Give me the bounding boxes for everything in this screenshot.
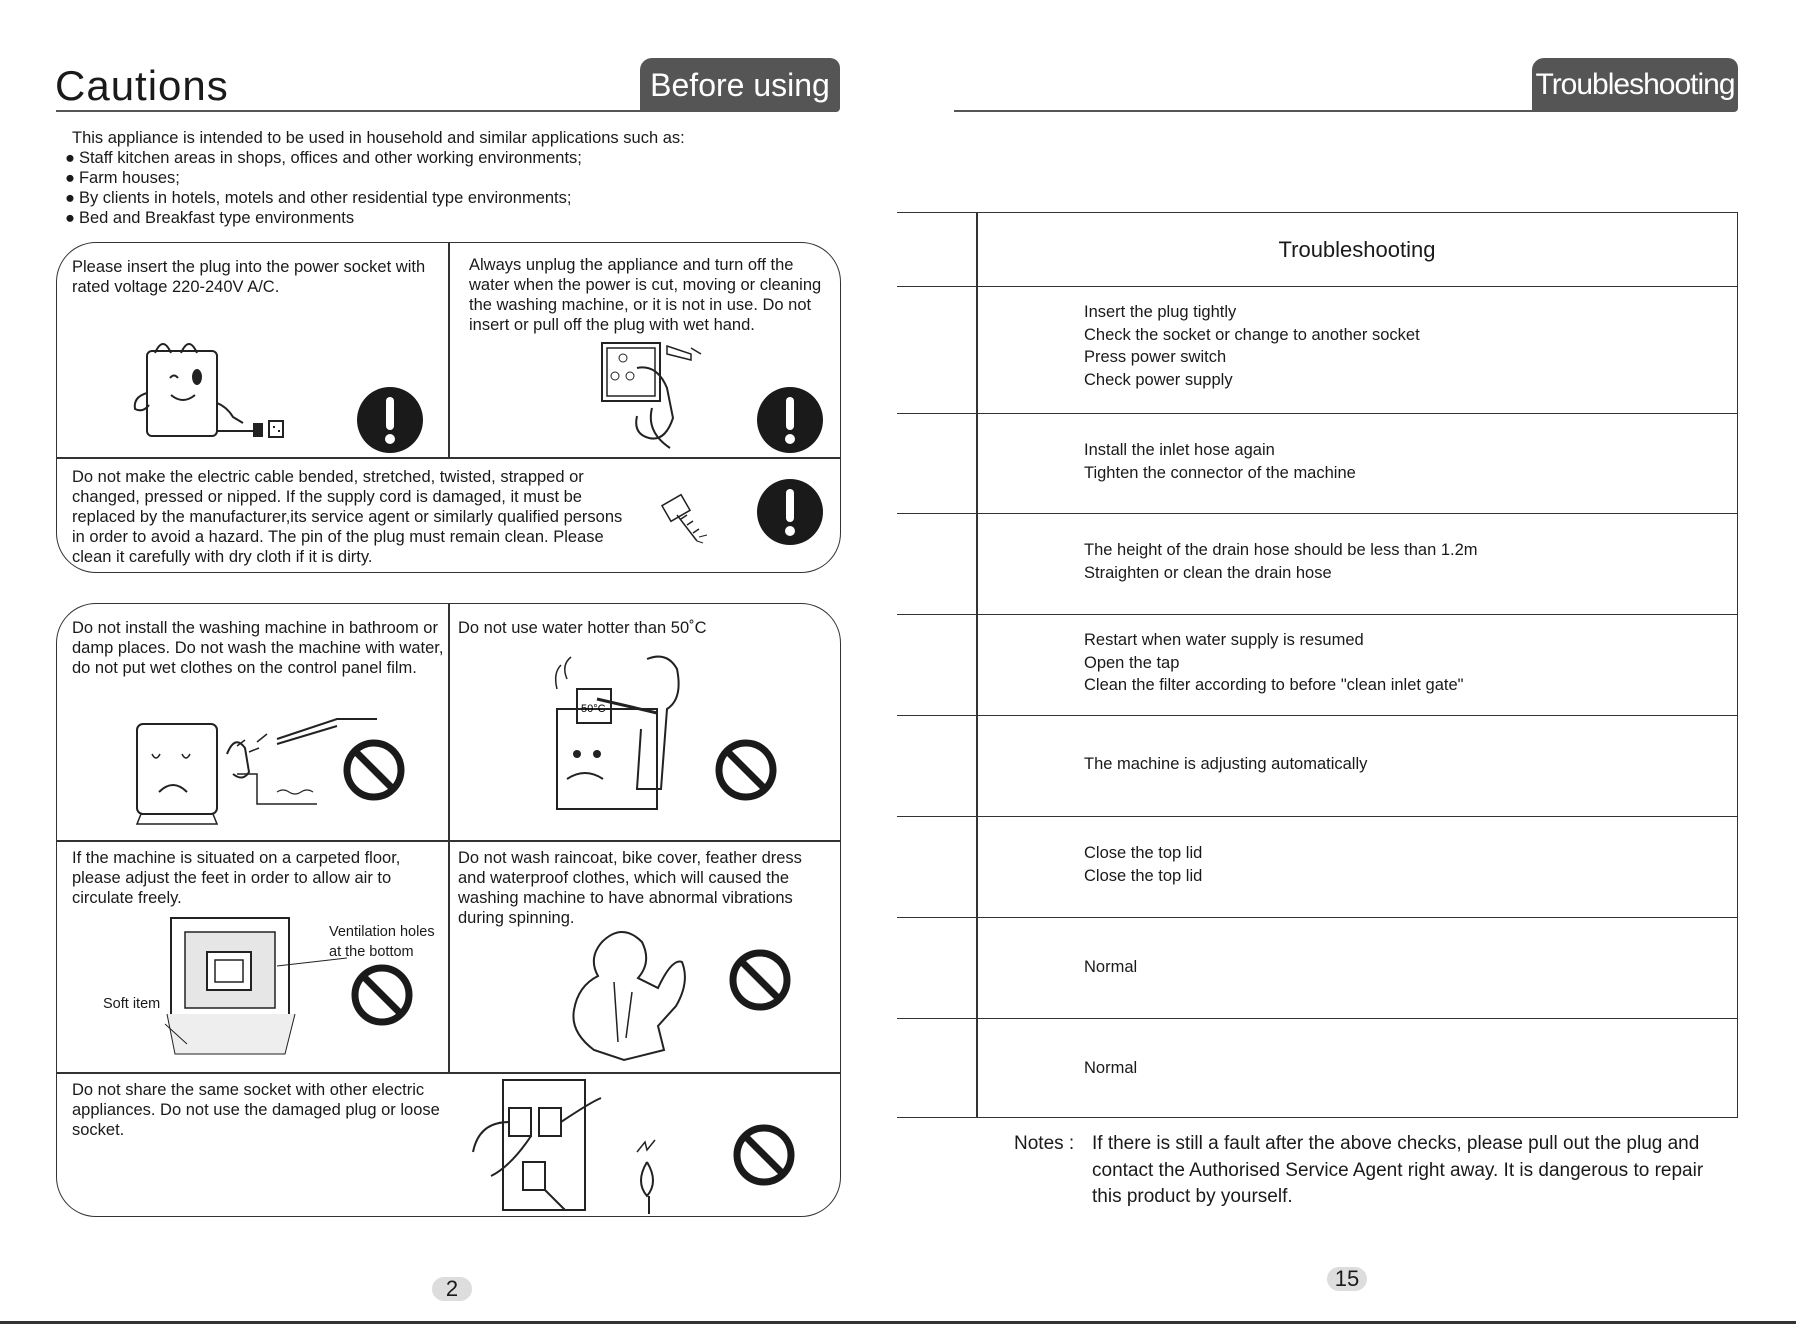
caution-cable: Do not make the electric cable bended, stretched, twisted, strapped or changed, pressed or nipped. If the supply cord is damaged, it must be replaced by the manufacturer,its service agent or similarly qualified persons in order to avoid a hazard. The pin of the plug must remain clean. Please clean it carefully with dry cloth if it is dirty. <box>72 468 623 566</box>
remedy-cell <box>1084 956 1137 979</box>
remedy-cell <box>1084 753 1367 776</box>
thermometer-label: 50°C <box>581 703 606 715</box>
prohibited-icon <box>733 1124 795 1186</box>
remedy-cell <box>1084 539 1478 584</box>
remedy-line: The height of the drain hose should be less than 1.2m <box>1084 541 1478 559</box>
caution-plug-voltage: Please insert the plug into the power socket with rated voltage 220-240V A/C. <box>72 258 426 296</box>
remedy-line: Normal <box>1084 958 1138 976</box>
remedy-line: Close the top lid <box>1084 844 1203 862</box>
exclamation-icon <box>757 479 823 545</box>
notes-text <box>1092 1131 1792 1211</box>
remedy-line: Tighten the connector of the machine <box>1084 463 1356 482</box>
cartoon-machine-plug-illustration <box>125 333 285 443</box>
page-title: Cautions <box>55 62 229 109</box>
soft-item-label: Soft item <box>103 996 161 1012</box>
remedy-line: Press power switch <box>1084 348 1227 366</box>
damaged-plug-illustration <box>657 489 717 549</box>
table-row <box>897 286 1737 414</box>
table-header: Troubleshooting <box>1278 237 1436 262</box>
prohibited-icon <box>715 739 777 801</box>
notes-line: this product by yourself. <box>1092 1186 1293 1207</box>
prohibited-icon <box>351 964 413 1026</box>
table-row <box>897 715 1737 817</box>
remedy-line: Insert the plug tightly <box>1084 303 1237 321</box>
intro-item: ● Staff kitchen areas in shops, offices and other working environments; <box>65 148 685 168</box>
remedy-cell <box>1084 301 1420 391</box>
notes-line: If there is still a fault after the above checks, please pull out the plug and <box>1092 1133 1700 1154</box>
caution-hot-water: Do not use water hotter than 50˚C <box>458 619 707 637</box>
remedy-cell <box>1084 1057 1137 1080</box>
divider <box>448 604 450 1072</box>
divider <box>448 243 450 457</box>
table-row <box>897 413 1737 514</box>
ventilation-holes-label: Ventilation holes at the bottom <box>329 924 435 960</box>
table-row <box>897 1018 1737 1120</box>
caution-unplug: Always unplug the appliance and turn off the water when the power is cut, moving or cleaning the washing machine, or it is not in use. Do not insert or pull off the plug with wet hand. <box>469 256 822 334</box>
caution-box-power <box>56 242 841 573</box>
remedy-line: Clean the filter according to before "clean inlet gate" <box>1084 676 1464 694</box>
remedy-cell <box>1084 629 1464 697</box>
intro-item: ● Farm houses; <box>65 168 685 188</box>
notes-line: contact the Authorised Service Agent right away. It is dangerous to repair <box>1092 1159 1704 1181</box>
title-underline <box>56 110 678 112</box>
caution-carpet: If the machine is situated on a carpeted floor, please adjust the feet in order to allow air to circulate freely. <box>72 849 401 907</box>
remedy-cell <box>1084 439 1356 484</box>
section-tab-before-using: Before using <box>640 58 840 112</box>
divider <box>57 1072 840 1074</box>
remedy-line: Open the tap <box>1084 653 1180 672</box>
remedy-cell <box>1084 842 1202 887</box>
exclamation-icon <box>357 387 423 453</box>
table-row <box>897 614 1737 716</box>
title-underline <box>954 110 1554 112</box>
remedy-line: Close the top lid <box>1084 866 1203 885</box>
socket-hand-illustration <box>597 338 727 458</box>
page-number-left: 2 <box>432 1277 472 1301</box>
section-tab-troubleshooting: Troubleshooting <box>1532 58 1738 112</box>
troubleshooting-table <box>897 212 1738 1118</box>
remedy-line: Check the socket or change to another socket <box>1084 325 1420 344</box>
overloaded-socket-illustration <box>467 1072 687 1214</box>
caution-raincoat: Do not wash raincoat, bike cover, feather dress and waterproof clothes, which will caused the washing machine to have abnormal vibrations during spinning. <box>458 849 802 927</box>
woman-thermometer-illustration <box>537 649 707 829</box>
page-number-right: 15 <box>1327 1267 1367 1291</box>
caution-socket: Do not share the same socket with other electric appliances. Do not use the damaged plug or loose socket. <box>72 1081 440 1139</box>
remedy-line: Install the inlet hose again <box>1084 441 1275 459</box>
table-row <box>897 917 1737 1019</box>
table-row <box>897 816 1737 918</box>
caution-box-installation <box>56 603 841 1217</box>
divider <box>57 840 840 842</box>
remedy-line: Straighten or clean the drain hose <box>1084 563 1332 582</box>
prohibited-icon <box>343 739 405 801</box>
caution-bathroom: Do not install the washing machine in bathroom or damp places. Do not wash the machine with water, do not put wet clothes on the control panel film. <box>72 619 444 677</box>
intro-item: ● Bed and Breakfast type environments <box>65 208 685 228</box>
remedy-line: The machine is adjusting automatically <box>1084 755 1368 773</box>
table-row <box>897 513 1737 615</box>
raincoat-illustration <box>562 922 692 1062</box>
intro-text <box>72 128 685 228</box>
prohibited-icon <box>729 949 791 1011</box>
remedy-line: Check power supply <box>1084 370 1233 389</box>
intro-item: ● By clients in hotels, motels and other residential type environments; <box>65 188 685 208</box>
notes-label: Notes : <box>1014 1133 1075 1154</box>
intro-lead: This appliance is intended to be used in household and similar applications such as: <box>72 129 685 147</box>
exclamation-icon <box>757 387 823 453</box>
remedy-line: Restart when water supply is resumed <box>1084 631 1364 649</box>
remedy-line: Normal <box>1084 1059 1138 1077</box>
